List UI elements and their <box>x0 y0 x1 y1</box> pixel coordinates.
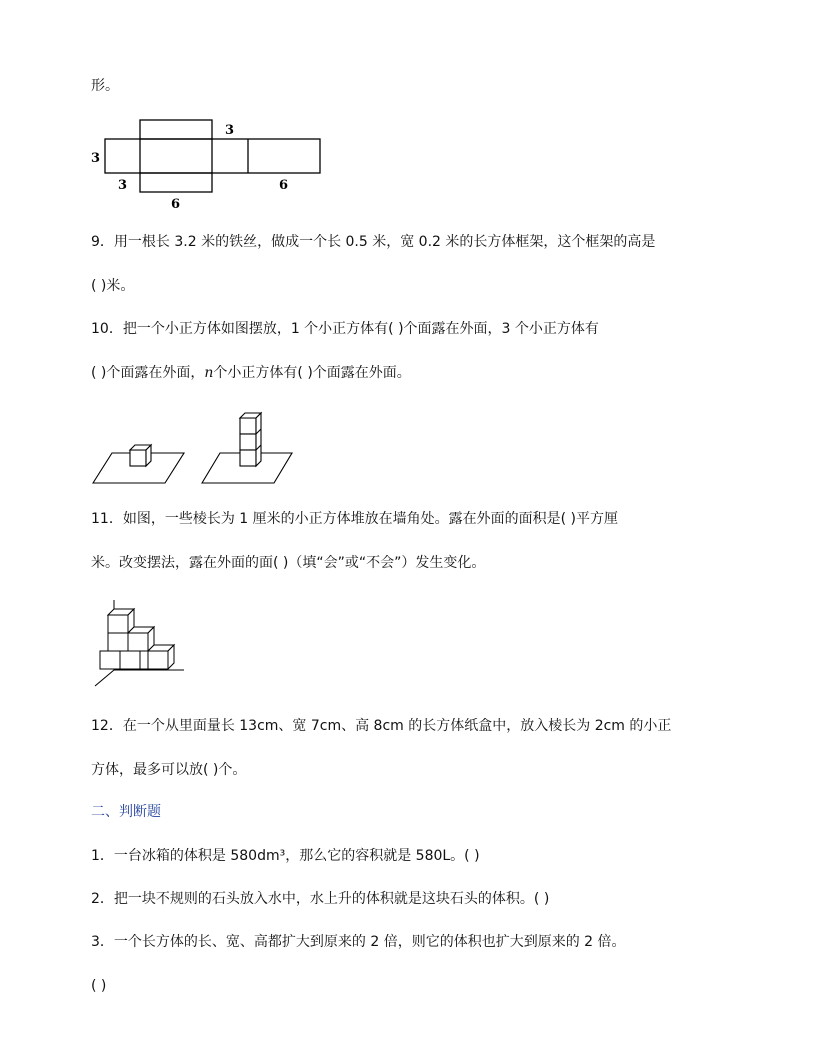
judge-item-1: 1．一台冰箱的体积是 580dm³，那么它的容积就是 580L。( ) <box>91 848 480 864</box>
net-label-bottom-3: 3 <box>118 178 128 193</box>
net-label-left-3: 3 <box>91 151 101 166</box>
q12-line2: 方体，最多可以放( )个。 <box>91 762 247 778</box>
corner-cube-top <box>108 615 128 633</box>
net-top-flap <box>140 120 212 139</box>
stack-side-face <box>256 413 261 466</box>
corner-cube-stack-figure <box>92 598 187 688</box>
net-label-top-3: 3 <box>225 123 235 138</box>
q11-line1: 11．如图，一些棱长为 1 厘米的小正方体堆放在墙角处。露在外面的面积是( )平方厘 <box>91 511 618 527</box>
single-cube-on-plane-figure <box>92 440 192 485</box>
q11-line2: 米。改变摆法，露在外面的面( )（填“会”或“不会”）发生变化。 <box>91 555 486 571</box>
q9-line2: ( )米。 <box>91 278 135 294</box>
stack-cube-middle <box>240 434 256 450</box>
cuboid-net-figure <box>88 114 328 214</box>
judge-item-3-paren: ( ) <box>91 978 107 994</box>
q10-variable-n: n <box>204 365 214 381</box>
q9-line1: 9．用一根长 3.2 米的铁丝，做成一个长 0.5 米，宽 0.2 米的长方体框架，这个框架的高是 <box>91 234 656 250</box>
q12-line1: 12．在一个从里面量长 13cm、宽 7cm、高 8cm 的长方体纸盒中，放入棱长为 2cm 的小正 <box>91 718 672 734</box>
net-label-right-6: 6 <box>279 178 289 193</box>
q10-line2-b: 个小正方体有( )个面露在外面。 <box>213 365 411 381</box>
stack-cube-bottom <box>240 450 256 466</box>
net-label-bottom-6: 6 <box>171 197 181 212</box>
section-title-judgment: 二、判断题 <box>91 804 161 820</box>
judge-item-3: 3．一个长方体的长、宽、高都扩大到原来的 2 倍，则它的体积也扩大到原来的 2 倍。 <box>91 934 626 950</box>
cube-front <box>130 450 146 466</box>
stack-cube-top <box>240 418 256 434</box>
q10-line2-a: ( )个面露在外面， <box>91 365 205 381</box>
top-fragment: 形。 <box>91 78 119 94</box>
judge-item-2: 2．把一块不规则的石头放入水中，水上升的体积就是这块石头的体积。( ) <box>91 891 550 907</box>
q10-line2 <box>91 364 411 382</box>
stacked-cubes-on-plane-figure <box>200 405 300 485</box>
net-bottom-flap <box>140 173 212 192</box>
q10-line1: 10．把一个小正方体如图摆放，1 个小正方体有( )个面露在外面，3 个小正方体有 <box>91 321 599 337</box>
